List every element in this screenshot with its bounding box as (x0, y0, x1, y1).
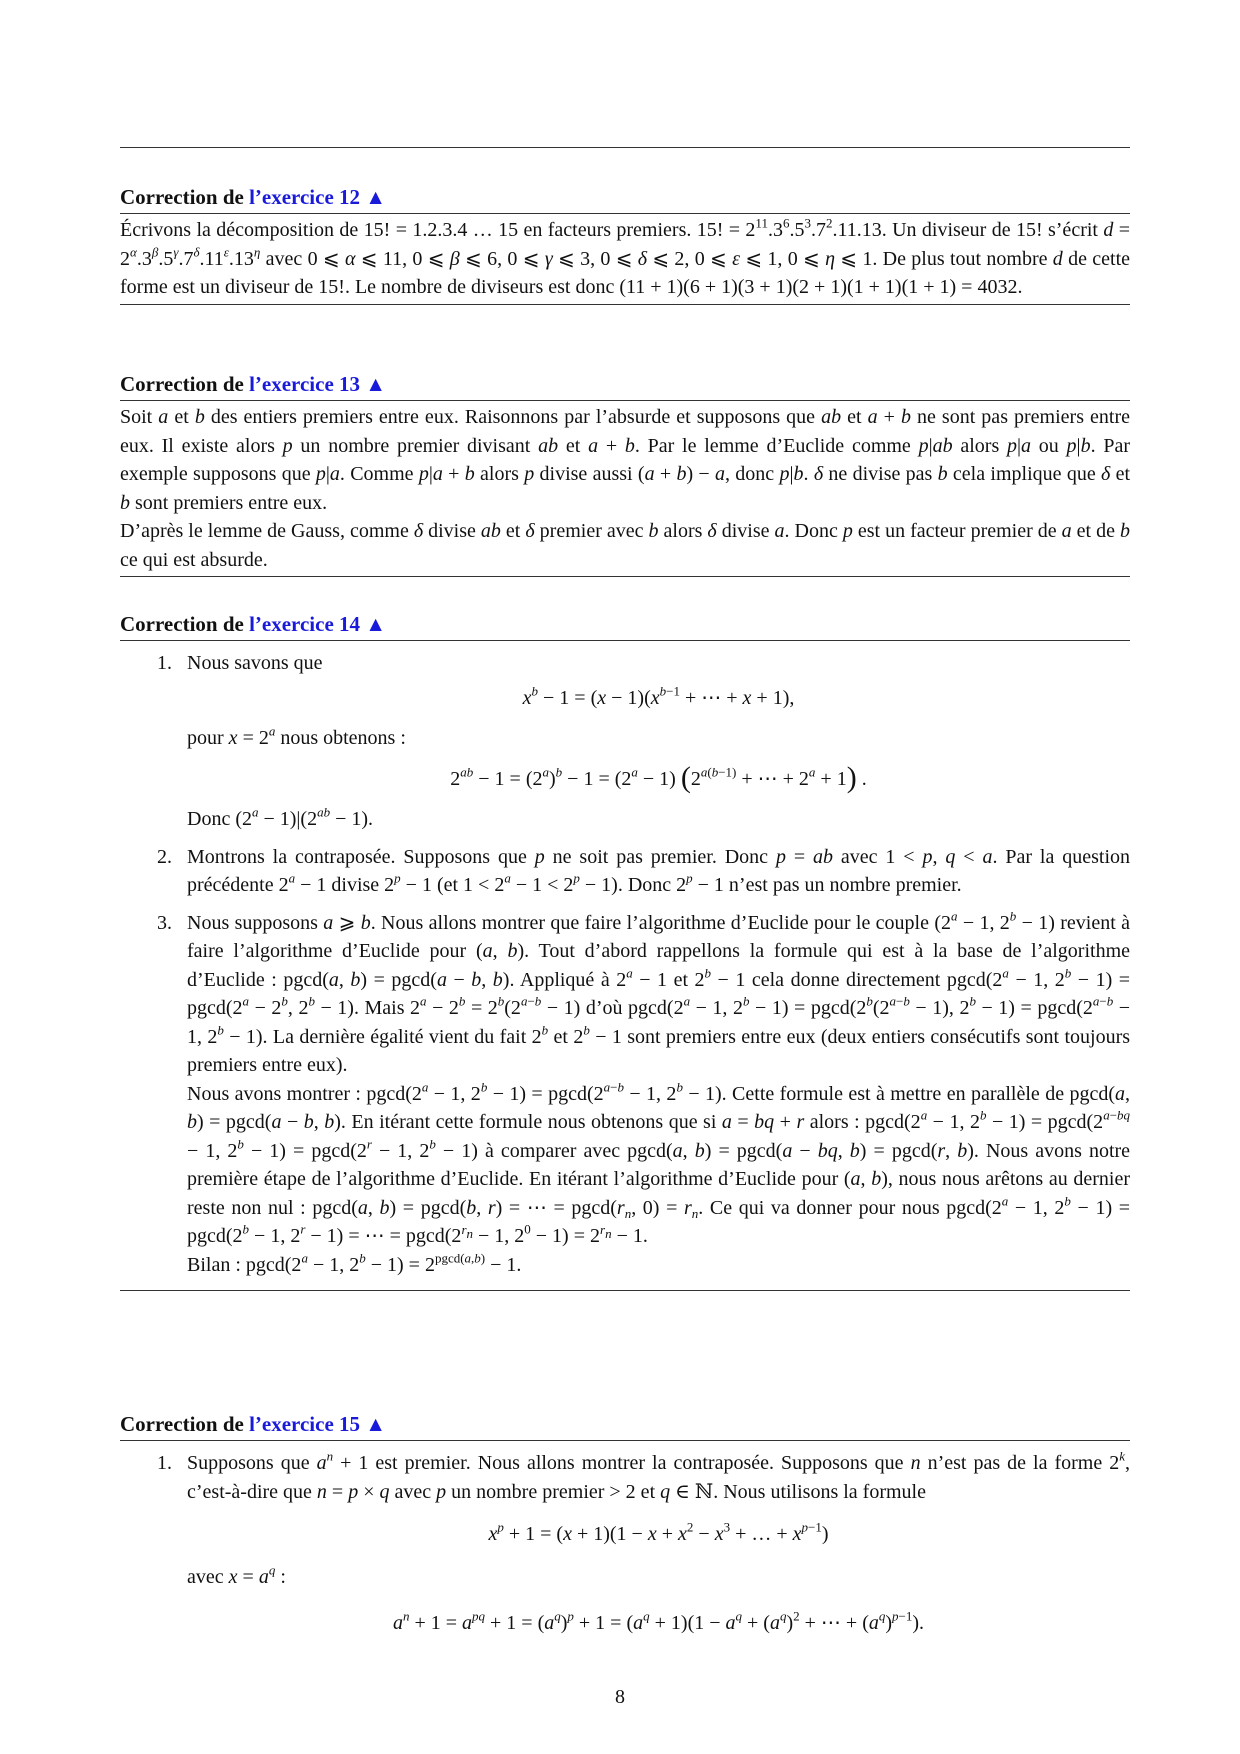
correction-14 (120, 611, 1130, 1291)
correction-13 (120, 371, 1130, 577)
list-item: 1. Nous savons que $x^b - 1 = (x - 1)(x^{b-1}$ + ⋯ + x + 1), pour $x = 2^a$ nous obtenons : $2^{ab} - 1 = (2^a)^b - 1 = (2^a - 1) (2^{a(b-1)}$ + ⋯ + $2^a + 1$) . Donc $(2^a - 1)|(2^{ab} - 1)$. (157, 652, 867, 830)
section-body (120, 641, 1130, 1290)
top-rule (120, 147, 1130, 148)
page-number: 8 (615, 1686, 625, 1708)
section-end-rule (120, 304, 1130, 305)
section-end-rule (120, 576, 1130, 577)
section-body: Écrivons la décomposition de 15! = 1.2.3.4 … 15 en facteurs premiers. 15! = $2^{11}.3^6.5^3.7^2.11.13$. Un diviseur de 15! s’écrit $d = 2^\alpha.3^\beta.5^\gamma.7^\delta.11^\varepsilon.13^\eta$ avec 0 ⩽ α ⩽ 11, 0 ⩽ β ⩽ 6, 0 ⩽ γ ⩽ 3, 0 ⩽ δ ⩽ 2, 0 ⩽ ε ⩽ 1, 0 ⩽ η ⩽ 1. De plus tout nombre d de cette forme est un diviseur de 15!. Le nombre de diviseurs est donc (11 + 1)(6 + 1)(3 + 1)(2 + 1)(1 + 1)(1 + 1) = 4032. (120, 215, 1131, 298)
section-heading: Correction de l’exercice 15 ▲ (120, 1411, 1130, 1441)
section-end-rule (120, 1290, 1130, 1291)
section-heading: Correction de l’exercice 14 ▲ (120, 611, 1130, 641)
list-item: 1. Supposons que $a^n + 1$ est premier. Nous allons montrer la contraposée. Supposons que n n’est pas de la forme 2$^k$, c’est-à-dire que n = p × q avec p un nombre premier > 2 et q ∈ ℕ. Nous utilisons la formule $x^p + 1 = (x + 1)(1 - x + x^2 - x^3$ + … + $x^{p-1}$) avec $x = a^q$ : $a^n + 1 = a^{pq} + 1 = (a^q)^p + 1 = (a^q + 1)(1 - a^q + (a^q)^2$ + ⋯ + $(a^q)^{p-1}$). (157, 1448, 1130, 1634)
section-body: Soit a et b des entiers premiers entre eux. Raisonnons par l’absurde et supposons que ab et a + b ne sont pas premiers entre eux. Il existe alors p un nombre premier divisant ab et a + b. Par le lemme d’Euclide comme p|ab alors p|a ou p|b. Par exemple supposons que p|a. Comme p|a + b alors p divise aussi (a + b) − a, donc p|b. δ ne divise pas b cela implique que δ et b sont premiers entre eux. D’après le lemme de Gauss, comme δ divise ab et δ premier avec b alors δ divise a. Donc p est un facteur premier de a et de b ce qui est absurde. (120, 406, 1131, 571)
exercise-link[interactable]: l’exercice 12 ▲ (249, 185, 387, 209)
list-item: 2. Montrons la contraposée. Supposons que p ne soit pas premier. Donc p = ab avec 1 < p, q < a. Par la question précédente $2^a - 1$ divise $2^p - 1$ (et $1 < 2^a - 1 < 2^p - 1$). Donc $2^p - 1$ n’est pas un nombre premier. (157, 845, 1130, 896)
section-heading: Correction de l’exercice 13 ▲ (120, 371, 1130, 401)
section-body (120, 1441, 1130, 1663)
exercise-link[interactable]: l’exercice 13 ▲ (249, 372, 387, 396)
section-heading: Correction de l’exercice 12 ▲ (120, 184, 1130, 214)
correction-12 (120, 184, 1130, 305)
correction-15 (120, 1411, 1130, 1663)
exercise-link[interactable]: l’exercice 14 ▲ (249, 612, 387, 636)
list-item: 3. Nous supposons a ⩾ b. Nous allons montrer que faire l’algorithme d’Euclide pour le couple ($2^a - 1$, $2^b - 1$) revient à faire l’algorithme d’Euclide pour (a, b). Tout d’abord rappellons la formule qui est à la base de l’algorithme d’Euclide : pgcd(a, b) = pgcd(a − b, b). Appliqué à $2^a - 1$ et $2^b - 1$ cela donne directement $pgcd(2^a - 1$, $2^b - 1) = pgcd(2^a - 2^b$, $2^b - 1$). Mais $2^a - 2^b = 2^b(2^{a-b} - 1)$ d’où $pgcd(2^a - 1$, $2^b - 1) = pgcd(2^b(2^{a-b} - 1)$, $2^b - 1) = pgcd(2^{a-b} - 1$, $2^b - 1$). La dernière égalité vient du fait 2$^b$ et $2^b - 1$ sont premiers entre eux (deux entiers consécutifs sont toujours premiers entre eux). Nous avons montrer : $pgcd(2^a - 1$, $2^b - 1) = pgcd(2^{a-b} - 1$, $2^b - 1$). Cette formule est à mettre en parallèle de pgcd(a, b) = pgcd(a − b, b). En itérant cette formule nous obtenons que si a = bq + r alors : $pgcd(2^a - 1$, $2^b - 1) = pgcd(2^{a-bq} - 1$, $2^b - 1) = pgcd(2^r - 1$, $2^b - 1$) à comparer avec pgcd(a, b) = pgcd(a − bq, b) = pgcd(r, b). Nous avons notre première étape de l’algorithme d’Euclide. En itérant l’algorithme d’Euclide pour (a, b), nous nous arêtons au dernier reste non nul : pgcd(a, b) = pgcd(b, r) = ⋯ = $pgcd(r_n$, $0) = r_n$. Ce qui va donner pour nous $pgcd(2^a - 1$, $2^b - 1) = pgcd(2^b - 1$, $2^r - 1$) = ⋯ = $pgcd(2^{r_n} - 1$, $2^0 - 1) = 2^{r_n} - 1$. Bilan : $pgcd(2^a - 1$, $2^b - 1) = 2^{pgcd(a,b)} - 1$. (157, 908, 1131, 1276)
exercise-link[interactable]: l’exercice 15 ▲ (249, 1412, 387, 1436)
